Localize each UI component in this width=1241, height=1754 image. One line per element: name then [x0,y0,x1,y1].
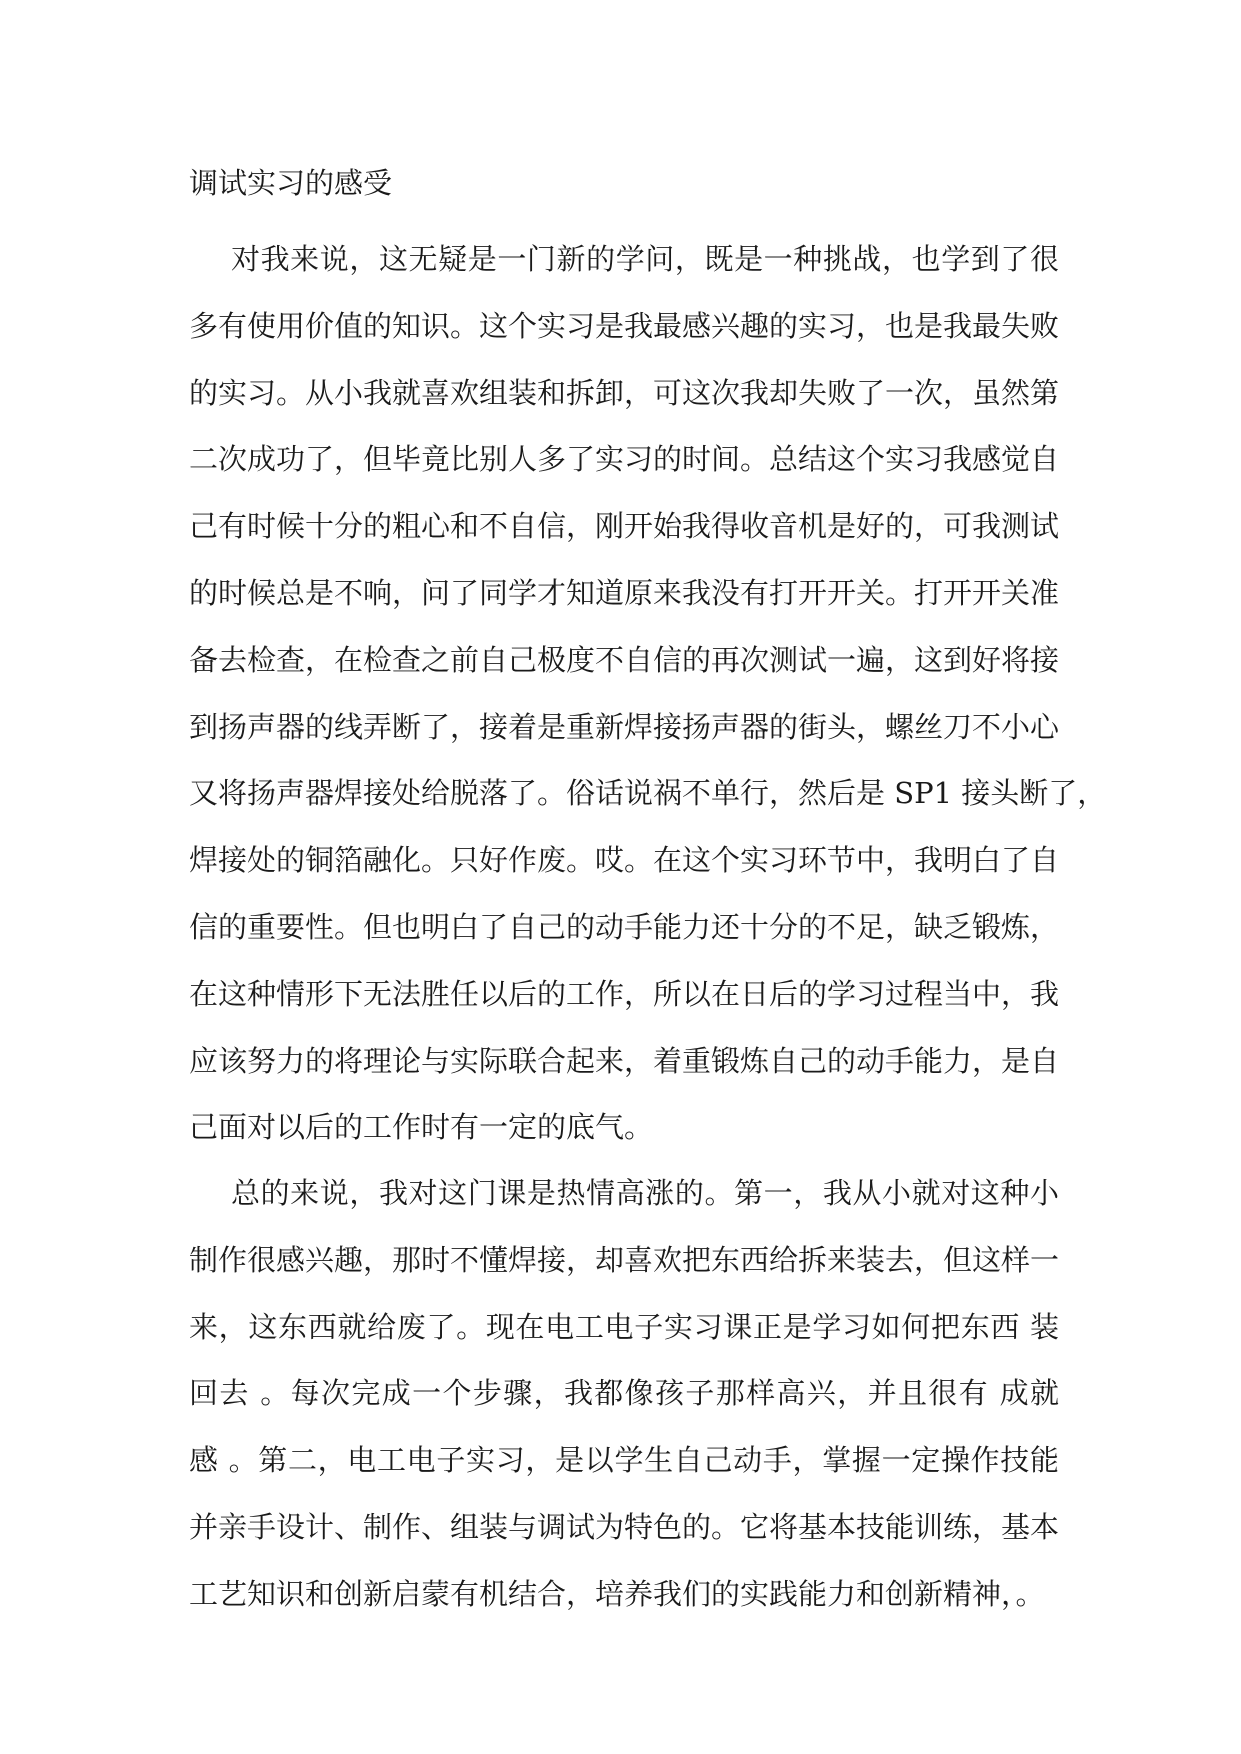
paragraph-line: 己面对以后的工作时有一定的底气。 [189,1110,654,1145]
paragraph-line: 己有时候十分的粗心和不自信，刚开始我得收音机是好的，可我测试 [189,509,1060,544]
paragraph-line: 工艺知识和创新启蒙有机结合，培养我们的实践能力和创新精神，。 [189,1576,1045,1611]
paragraph-2 [189,1160,1059,1628]
paragraph-line: 感 。第二，电工电子实习，是以学生自己动手，掌握一定操作技能 [189,1443,1059,1478]
paragraph-line: 的时候总是不响，问了同学才知道原来我没有打开开关。打开开关准 [189,575,1060,610]
paragraph-line: 备去检查，在检查之前自己极度不自信的再次测试一遍，这到好将接 [189,642,1060,677]
paragraph-line: 又将扬声器焊接处给脱落了。俗话说祸不单行，然后是 SP1 接头断了， [189,776,1107,811]
paragraph-line: 到扬声器的线弄断了，接着是重新焊接扬声器的街头，螺丝刀不小心 [189,709,1060,744]
paragraph-line: 的实习。从小我就喜欢组装和拆卸，可这次我却失败了一次，虽然第 [189,375,1060,410]
document-title: 调试实习的感受 [189,166,393,200]
paragraph-line: 信的重要性。但也明白了自己的动手能力还十分的不足，缺乏锻炼， [189,909,1060,944]
paragraph-line: 应该努力的将理论与实际联合起来，着重锻炼自己的动手能力，是自 [189,1043,1060,1078]
paragraph-line: 焊接处的铜箔融化。只好作废。哎。在这个实习环节中，我明白了自 [189,843,1060,878]
paragraph-line: 二次成功了，但毕竟比别人多了实习的时间。总结这个实习我感觉自 [189,442,1060,477]
paragraph-line: 总的来说，我对这门课是热情高涨的。第一，我从小就对这种小 [231,1176,1059,1210]
paragraph-1 [189,226,1107,1161]
paragraph-line: 在这种情形下无法胜任以后的工作，所以在日后的学习过程当中，我 [189,976,1060,1011]
paragraph-line: 对我来说，这无疑是一门新的学问，既是一种挑战，也学到了很 [231,242,1059,276]
paragraph-line: 来，这东西就给废了。现在电工电子实习课正是学习如何把东西 装 [189,1309,1059,1344]
paragraph-line: 回去 。每次完成一个步骤，我都像孩子那样高兴，并且很有 成就 [189,1376,1059,1411]
paragraph-line: 多有使用价值的知识。这个实习是我最感兴趣的实习，也是我最失败 [189,308,1060,343]
paragraph-line: 并亲手设计、制作、组装与调试为特色的。它将基本技能训练，基本 [189,1509,1060,1544]
paragraph-line: 制作很感兴趣，那时不懂焊接，却喜欢把东西给拆来装去，但这样一 [189,1242,1060,1277]
